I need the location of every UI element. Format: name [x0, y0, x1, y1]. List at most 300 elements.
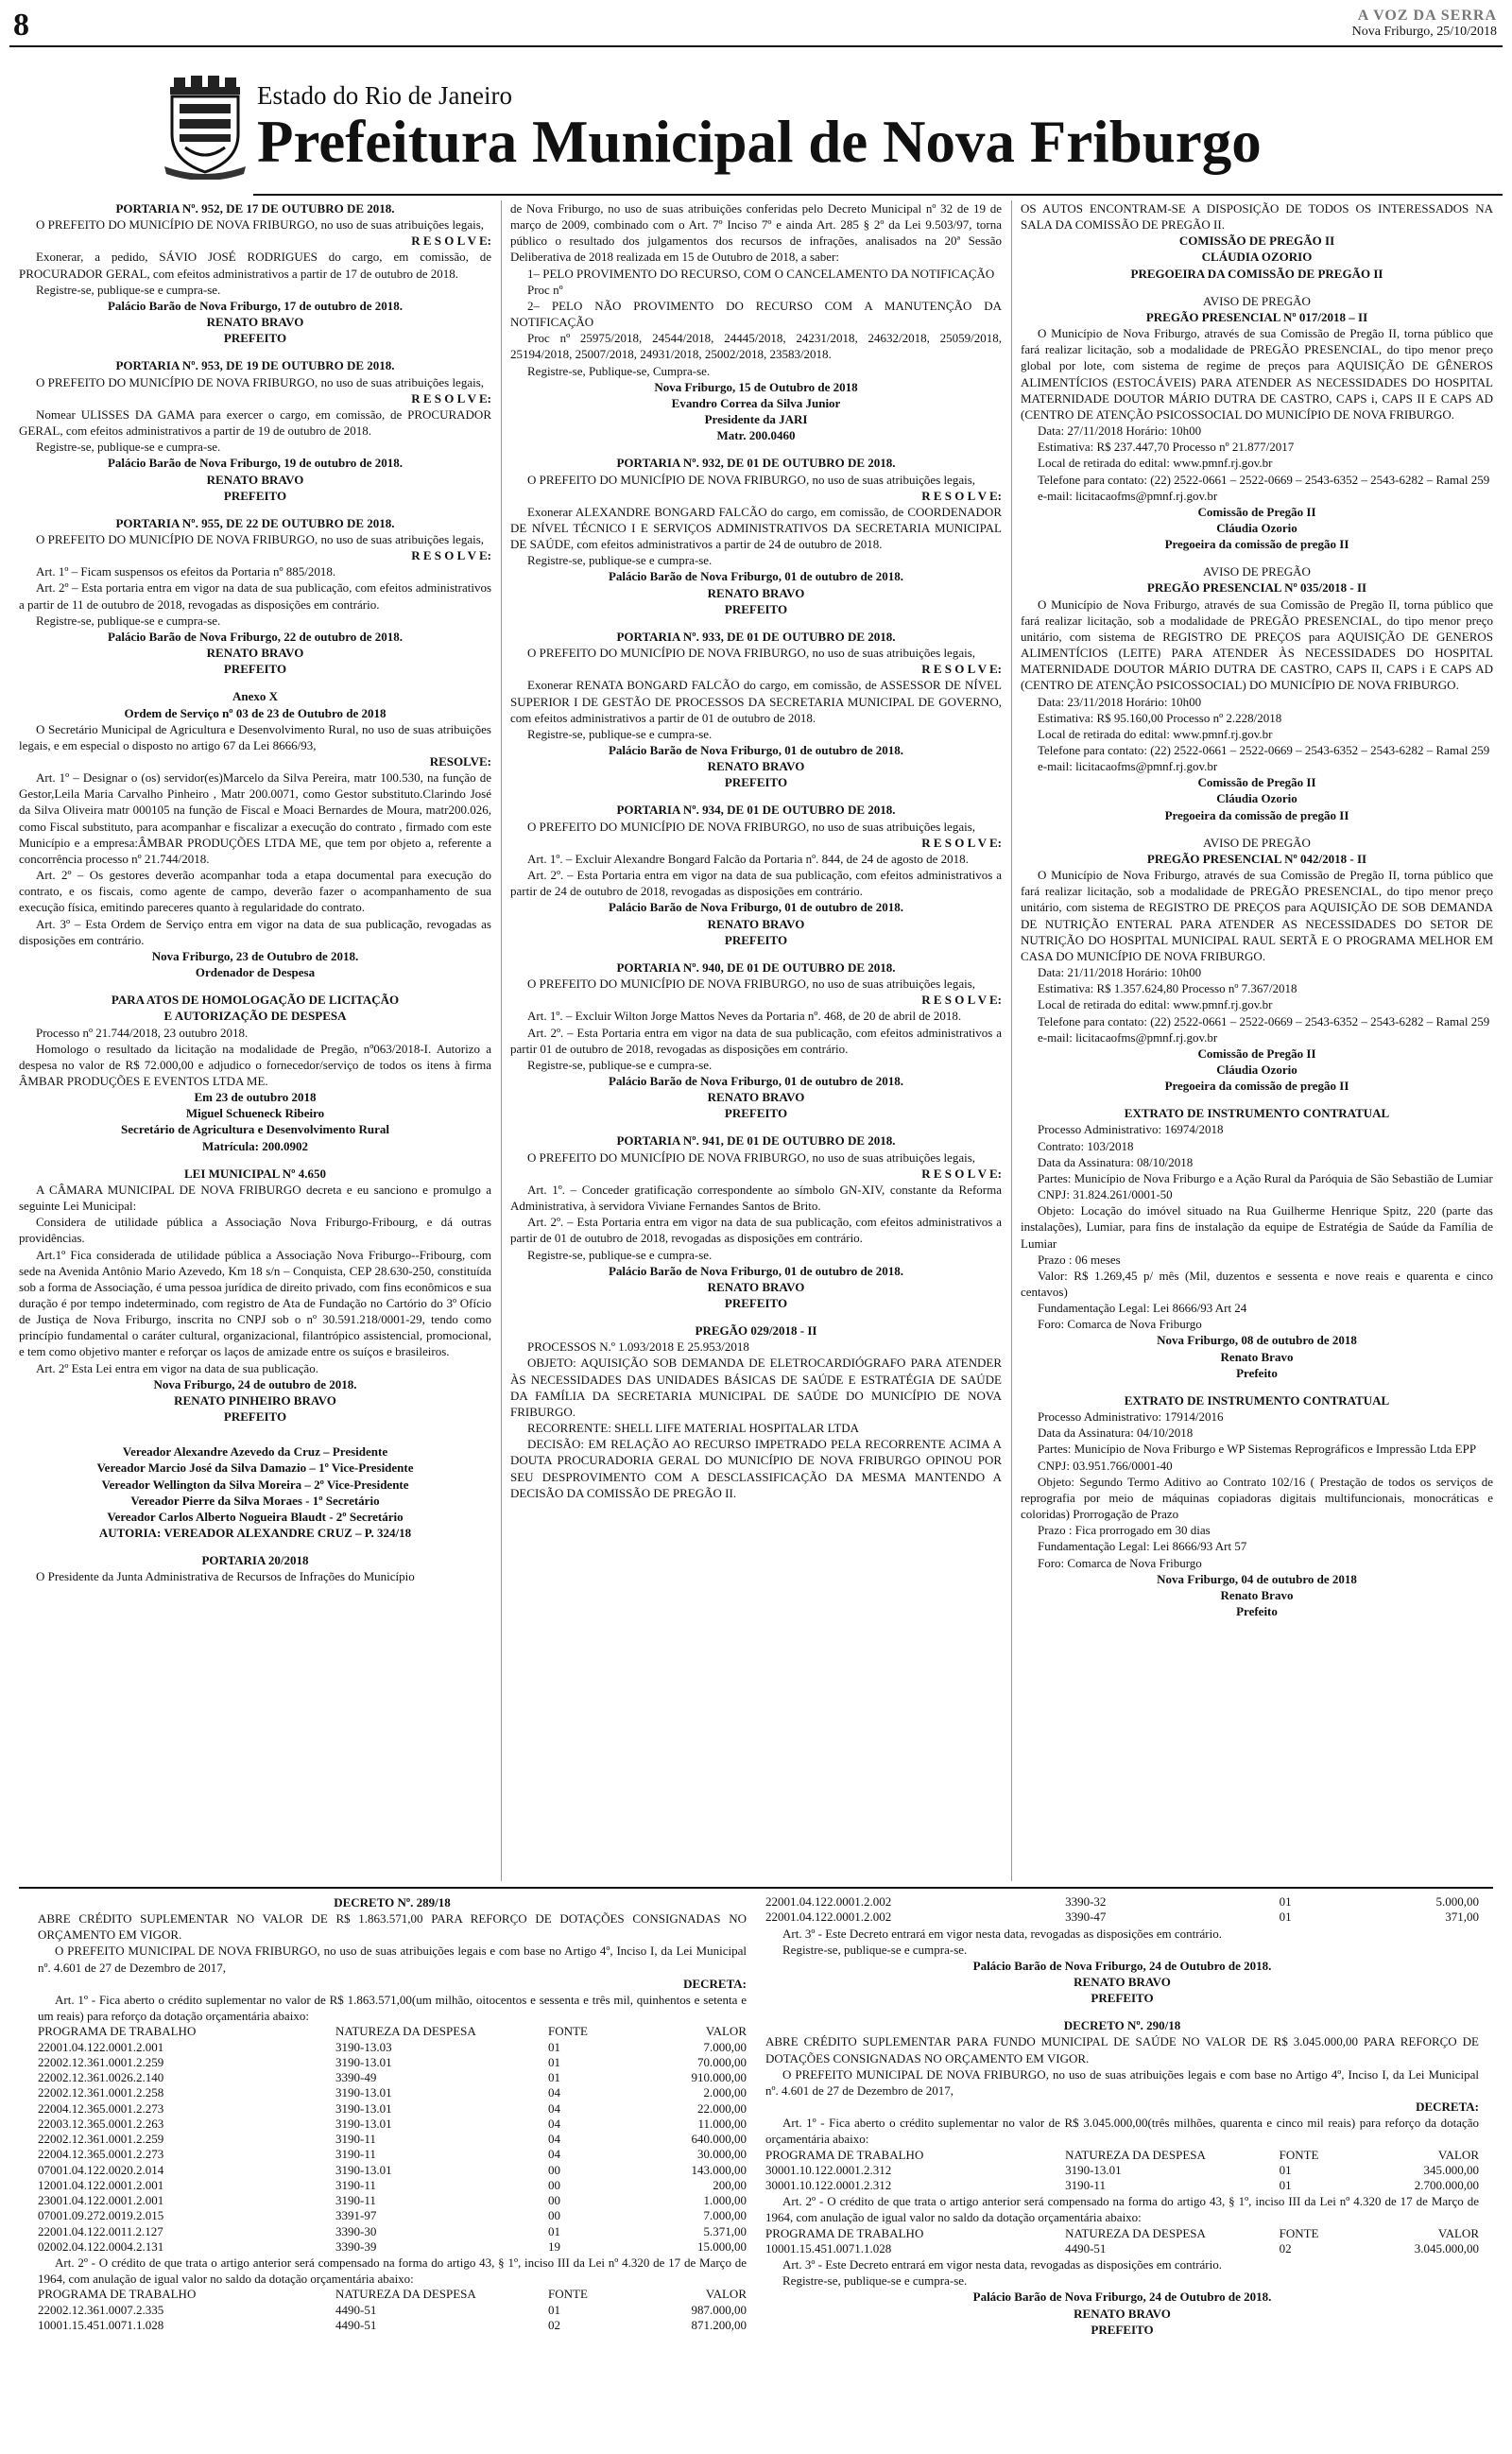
paragraph: Prazo : 06 meses [1038, 1252, 1121, 1267]
table-cell: 3.045.000,00 [1414, 2240, 1479, 2255]
table-cell: 02 [548, 2317, 560, 2332]
column-1 [19, 200, 491, 1585]
table-cell: 3390-32 [1065, 1894, 1107, 1909]
paragraph: Data: 27/11/2018 Horário: 10h00 [1038, 423, 1202, 439]
column-2 [510, 200, 1002, 1501]
heading-line: Nova Friburgo, 24 de outubro de 2018. [153, 1376, 357, 1391]
table-row [38, 2318, 747, 2333]
heading-line: Vereador Carlos Alberto Nogueira Blaudt - 2º Secretário [107, 1509, 404, 1524]
paragraph: O PREFEITO DO MUNICÍPIO DE NOVA FRIBURGO, no uso de suas atribuições legais, [527, 646, 976, 661]
spacer [510, 1121, 1002, 1132]
paragraph: Objeto: Segundo Termo Aditivo ao Contrato 102/16 ( Prestação de todos os serviços de reprografia por meio de máquinas copiadoras digitais multifuncionais, monocráticas e coloridas) Prorrogação de Prazo [1021, 1474, 1493, 1522]
budget-table [38, 2287, 747, 2333]
heading-line: PREGOEIRA DA COMISSÃO DE PREGÃO II [1130, 266, 1383, 281]
table-row [38, 2163, 747, 2178]
table-cell: 22002.12.361.0001.2.259 [38, 2054, 164, 2069]
paragraph: Telefone para contato: (22) 2522-0661 – 2522-0669 – 2543-6352 – 2543-6282 – Ramal 259 [1038, 1013, 1490, 1028]
table-cell: 3190-11 [335, 2147, 376, 2162]
heading-line: Prefeito [1236, 1365, 1278, 1380]
paragraph: Registre-se, publique-se e cumpra-se. [782, 2273, 968, 2289]
paragraph: Prazo : Fica prorrogado em 30 dias [1038, 1523, 1211, 1538]
paragraph: Valor: R$ 1.269,45 p/ mês (Mil, duzentos e sessenta e nove reais e quarenta e cinco centavos) [1021, 1268, 1493, 1299]
table-cell: 3390-49 [335, 2070, 377, 2084]
table-row [765, 2178, 1479, 2193]
table-row [38, 2117, 747, 2132]
paragraph: O Município de Nova Friburgo, através de sua Comissão de Pregão II, torna público que fará realizar licitação, sob a modalidade de PREGÃO PRESENCIAL, do tipo menor preço unitário, com sistema de REGISTRO DE PREÇOS para AQUISIÇÃO DE SOB DEMANDA DE NUTRIÇÃO ENTERAL PARA ATENDER AS NECESSIDADES DO SETOR DE NUTRIÇÃO DO HOSPITAL MUNICIPAL RAUL SERTÃ E O PROGRAMA MELHOR EM CASA DO MUNICÍPIO DE NOVA FRIBURGO. [1021, 868, 1493, 963]
dateline: Nova Friburgo, 25/10/2018 [1351, 25, 1497, 39]
table-cell: 3190-11 [335, 2177, 376, 2192]
spacer [510, 948, 1002, 959]
heading-line: COMISSÃO DE PREGÃO II [1178, 233, 1335, 249]
budget-table [765, 1894, 1479, 1926]
spacer [19, 677, 491, 688]
paragraph: Art.1º Fica considerada de utilidade pública a Associação Nova Friburgo--Fribourg, com sede na Avenida Antônio Mario Azevedo, Km 18 s/n – Conquista, CEP 28.630-250, constituída sob a forma de Associação, é uma pessoa jurídica de direito privado, com fins econômicos e sua duração é por tempo indeterminado, com registro de Ata de Fundação no Cartório do 3º Ofício de Justiça de Nova Friburgo, inscrita no CNPJ sob o nº 30.591.218/0001-29, tendo como princípio fundamental o caráter cultural, organizacional, filantrópico assistencial, promocional, e tem como objetivo manter e reforçar os laços de amizade entre os suíços e brasileiros. [19, 1247, 491, 1359]
heading-line: Palácio Barão de Nova Friburgo, 01 de outubro de 2018. [608, 900, 904, 915]
paragraph: Fundamentação Legal: Lei 8666/93 Art 57 [1038, 1539, 1247, 1554]
heading-line: RENATO BRAVO [707, 1090, 805, 1105]
table-cell: NATUREZA DA DESPESA [335, 2024, 476, 2039]
paragraph: Art. 2º Esta Lei entra em vigor na data de sua publicação. [36, 1360, 318, 1375]
heading-line: Comissão de Pregão II [1197, 1046, 1316, 1061]
table-cell: 371,00 [1445, 1910, 1479, 1925]
paragraph: Registre-se, publique-se e cumpra-se. [36, 613, 221, 628]
paragraph: Art. 1º - Fica aberto o crédito suplementar no valor de R$ 3.045.000,00(três milhões, quarenta e cinco mil reais) para reforço da dotação orçamentária abaixo: [765, 2116, 1479, 2147]
table-cell: 04 [548, 2116, 560, 2131]
heading-line: PREFEITO [223, 331, 287, 346]
paragraph: ABRE CRÉDITO SUPLEMENTAR NO VALOR DE R$ 1.863.571,00 PARA REFORÇO DE DOTAÇÕES CONSIGNADAS NO ORÇAMENTO EM VIGOR. [38, 1911, 747, 1943]
heading-line: Ordenador de Despesa [195, 965, 316, 980]
paragraph: Fundamentação Legal: Lei 8666/93 Art 24 [1038, 1301, 1247, 1316]
table-cell: 22002.12.361.0026.2.140 [38, 2070, 164, 2084]
state-name: Estado do Rio de Janeiro [257, 81, 512, 110]
table-row [38, 2132, 747, 2147]
resolve-line: DECRETA: [683, 1976, 747, 1991]
table-cell: 23001.04.122.0001.2.001 [38, 2193, 164, 2207]
heading-line: Anexo X [232, 689, 279, 704]
table-cell: 22002.12.361.0001.2.259 [38, 2132, 164, 2146]
heading-line: Palácio Barão de Nova Friburgo, 19 de outubro de 2018. [107, 456, 404, 471]
heading-line: Pregoeira da comissão de pregão II [1164, 807, 1349, 822]
table-cell: PROGRAMA DE TRABALHO [38, 2287, 197, 2302]
spacer [510, 443, 1002, 455]
heading-line: DECRETO Nº. 289/18 [334, 1895, 451, 1910]
table-cell: 15.000,00 [697, 2238, 747, 2254]
table-cell: 00 [548, 2177, 560, 2192]
table-row [765, 1910, 1479, 1925]
resolve-line: R E S O L V E: [921, 662, 1002, 677]
paragraph: O PREFEITO DO MUNICÍPIO DE NOVA FRIBURGO, no uso de suas atribuições legais, [527, 819, 976, 834]
heading-line: PREFEITO [223, 662, 287, 677]
heading-line: PORTARIA Nº. 955, DE 22 DE OUTUBRO DE 2018. [115, 515, 395, 530]
heading-line: PREFEITO [1091, 2322, 1154, 2337]
paragraph: O PREFEITO DO MUNICÍPIO DE NOVA FRIBURGO, no uso de suas atribuições legais, [36, 531, 485, 546]
heading-line: RENATO BRAVO [707, 916, 805, 931]
paragraph: Registre-se, publique-se e cumpra-se. [36, 440, 221, 455]
paragraph: Estimativa: R$ 95.160,00 Processo nº 2.228/2018 [1038, 710, 1282, 725]
spacer [510, 617, 1002, 629]
heading-line: RENATO BRAVO [707, 1279, 805, 1294]
table-cell: 4490-51 [335, 2317, 377, 2332]
table-row [38, 2055, 747, 2070]
table-row [38, 2287, 747, 2302]
table-cell: 345.000,00 [1423, 2162, 1479, 2177]
table-cell: 3190-13.01 [335, 2054, 392, 2069]
table-cell: 3390-47 [1065, 1910, 1107, 1925]
heading-line: LEI MUNICIPAL Nº 4.650 [184, 1166, 326, 1181]
heading-line: Cláudia Ozorio [1216, 791, 1297, 806]
heading-line: PREFEITO [724, 1106, 788, 1121]
table-cell: 11.000,00 [697, 2116, 747, 2131]
header-divider [253, 194, 1503, 196]
table-cell: 5.000,00 [1435, 1894, 1479, 1909]
paragraph: Art. 1º – Ficam suspensos os efeitos da Portaria nº 885/2018. [36, 564, 336, 579]
table-cell: VALOR [1437, 2147, 1479, 2162]
table-cell: 2.700.000,00 [1414, 2178, 1479, 2193]
paragraph: Exonerar ALEXANDRE BONGARD FALCÃO do cargo, em comissão, de COORDENADOR DE NÍVEL TÉCNICO I E SERVIÇOS ADMINISTRATIVOS DA SECRETARIA MUNICIPAL DE SAÚDE, com efeitos administrativos a partir de 24 de outubro de 2018. [510, 504, 1002, 552]
table-cell: 3190-13.01 [335, 2162, 392, 2177]
table-cell: 04 [548, 2085, 560, 2100]
table-cell: PROGRAMA DE TRABALHO [765, 2147, 924, 2162]
table-cell: 22002.12.361.0001.2.258 [38, 2085, 164, 2100]
paragraph: OS AUTOS ENCONTRAM-SE A DISPOSIÇÃO DE TODOS OS INTERESSADOS NA SALA DA COMISSÃO DE PREGÃO II. [1021, 201, 1493, 233]
paragraph: Processo Administrativo: 17914/2016 [1038, 1409, 1224, 1425]
table-cell: 5.371,00 [703, 2223, 747, 2238]
heading-line: RENATO BRAVO [206, 646, 304, 661]
table-cell: 30.000,00 [697, 2147, 747, 2162]
paragraph: Foro: Comarca de Nova Friburgo [1038, 1317, 1202, 1332]
paragraph: Contrato: 103/2018 [1038, 1138, 1134, 1153]
table-cell: 22001.04.122.0001.2.002 [765, 1910, 892, 1925]
paragraph: Art. 3º – Esta Ordem de Serviço entra em vigor na data de sua publicação, revogadas as disposições em contrário. [19, 916, 491, 947]
table-row [765, 1894, 1479, 1910]
paragraph: Art. 2º – Os gestores deverão acompanhar toda a etapa documental para execução do contrato, e os fiscais, como agente de campo, deverão fazer o acompanhamento de sua execução física, emitindo pareceres quanto à regularidade do contrato. [19, 868, 491, 915]
heading-line: Vereador Alexandre Azevedo da Cruz – Presidente [122, 1444, 388, 1460]
table-row [765, 2241, 1479, 2256]
spacer [1021, 1381, 1493, 1392]
heading-line: PARA ATOS DE HOMOLOGAÇÃO DE LICITAÇÃO [111, 993, 400, 1008]
paragraph: Foro: Comarca de Nova Friburgo [1038, 1555, 1202, 1570]
table-row [765, 2148, 1479, 2163]
heading-line: PORTARIA 20/2018 [201, 1553, 309, 1568]
table-cell: 12001.04.122.0001.2.001 [38, 2177, 164, 2192]
table-cell: 01 [548, 2070, 560, 2084]
paragraph: Nomear ULISSES DA GAMA para exercer o cargo, em comissão, de PROCURADOR GERAL, com efeitos administrativos a partir de 19 de outubro de 2018. [19, 406, 491, 439]
table-cell: FONTE [1279, 2225, 1319, 2240]
heading-line: RENATO BRAVO [1074, 1974, 1171, 1989]
table-cell: 10001.15.451.0071.1.028 [38, 2317, 164, 2332]
spacer [1021, 552, 1493, 563]
table-row [38, 2239, 747, 2255]
table-cell: 22001.04.122.0011.2.127 [38, 2223, 163, 2238]
paragraph: Partes: Município de Nova Friburgo e a Ação Rural da Paróquia de São Sebastião de Lumiar [1038, 1170, 1493, 1185]
heading-line: PREGÃO PRESENCIAL Nº 035/2018 - II [1146, 580, 1367, 596]
table-cell: 01 [1279, 1894, 1292, 1909]
table-cell: 3190-11 [1065, 2178, 1106, 2193]
heading-line: Miguel Schueneck Ribeiro [185, 1106, 325, 1121]
paragraph: OBJETO: AQUISIÇÃO SOB DEMANDA DE ELETROCARDIÓGRAFO PARA ATENDER ÀS NECESSIDADES DAS UNIDADES BÁSICAS DE SAÚDE E ESTRATÉGIA DE SAÚDE DA FAMÍLIA DA SECRETARIA MUNICIPAL DE SAÚDE DO MUNICÍPIO DE NOVA FRIBURGO. [510, 1356, 1002, 1419]
table-cell: 01 [548, 2302, 560, 2317]
table-cell: 22001.04.122.0001.2.002 [765, 1894, 892, 1909]
heading-line: Palácio Barão de Nova Friburgo, 01 de outubro de 2018. [608, 1073, 904, 1088]
resolve-line: DECRETA: [1416, 2100, 1479, 2115]
table-cell: 200,00 [713, 2177, 747, 2192]
paragraph: Partes: Município de Nova Friburgo e WP Sistemas Reprográficos e Impressão Ltda EPP [1038, 1442, 1477, 1457]
paragraph: Estimativa: R$ 237.447,70 Processo nº 21.877/2017 [1038, 440, 1295, 455]
heading-line: Palácio Barão de Nova Friburgo, 24 de Outubro de 2018. [972, 1958, 1272, 1973]
paragraph: Art. 1º. – Conceder gratificação correspondente ao símbolo GN-XIV, constante da Reforma Administrativa, à servidora Viviane Fernandes Santos de Brito. [510, 1182, 1002, 1214]
decree-289-column [38, 1894, 747, 2333]
table-row [38, 2303, 747, 2318]
heading-line: AVISO DE PREGÃO [1203, 835, 1311, 850]
spacer [19, 1425, 491, 1443]
paragraph: Registre-se, publique-se e cumpra-se. [527, 553, 713, 568]
table-cell: 22004.12.365.0001.2.273 [38, 2147, 164, 2162]
paragraph: Art. 1º – Designar o (os) servidor(es)Marcelo da Silva Pereira, matr 100.530, na função de Gestor,Leila Maria Carvalho Pinheiro , Matr 200.0071, como Gestor substituto.Clarindo José da Silva Oliveira matr 000105 na função de Fiscal e Moaci Bernardes de Moura, matr200.026, como Fiscal substituto, para acompanhar e fiscalizar a execução do contrato , firmado com este Município e a empresa:ÂMBAR PRODUÇÕES LTDA ME, que tem por objeto a, referente a concorrência processo nº 21.744/2018. [19, 770, 491, 866]
heading-line: Renato Bravo [1220, 1349, 1294, 1364]
table-row [38, 2101, 747, 2117]
heading-line: PREGÃO 029/2018 - II [695, 1323, 817, 1339]
decree-290-column [765, 1894, 1479, 2338]
heading-line: Vereador Pierre da Silva Moraes - 1º Secretário [130, 1493, 380, 1508]
spacer [19, 980, 491, 992]
column-3 [1021, 200, 1493, 1619]
paragraph: Local de retirada do edital: www.pmnf.rj.gov.br [1038, 726, 1273, 741]
heading-line: Nova Friburgo, 23 de Outubro de 2018. [151, 948, 359, 963]
table-cell: 30001.10.122.0001.2.312 [765, 2178, 892, 2193]
heading-line: Palácio Barão de Nova Friburgo, 01 de outubro de 2018. [608, 1263, 904, 1278]
table-cell: 70.000,00 [697, 2054, 747, 2069]
heading-line: PREFEITO [724, 1296, 788, 1310]
table-row [38, 2085, 747, 2100]
budget-table [765, 2148, 1479, 2194]
heading-line: Presidente da JARI [704, 412, 808, 427]
table-cell: PROGRAMA DE TRABALHO [765, 2225, 924, 2240]
heading-line: CLÁUDIA OZORIO [1201, 250, 1313, 265]
paragraph: O Município de Nova Friburgo, através de sua Comissão de Pregão II, torna público que fará realizar licitação, sob a modalidade de PREGÃO PRESENCIAL, do tipo menor preço global por lote, com sistema de regime de preços para AQUISIÇÃO DE GÊNEROS ALIMENTÍCIOS (ESTOCÁVEIS) PARA ATENDER AS NECESSIDADES DO HOSPITAL MATERNIDADE DOUTOR MÁRIO DUTRA DE CASTRO, CAPS i, CAPS II E CAPS AD (CENTRO DE ATENÇÃO PSICOSSOCIAL DO MUNICÍPIO DE NOVA FRIBURGO. [1021, 326, 1493, 422]
paragraph: de Nova Friburgo, no uso de suas atribuições conferidas pelo Decreto Municipal nº 32 de 19 de março de 2009, combinado com o Art. 7º Inciso 7º e ainda Art. 285 § 2º da Lei 9.503/97, torna público o resultado dos julgamentos dos recursos de infrações, analisados na 20ª Sessão Deliberativa de 2018 realizada em 15 de Outubro de 2018, a saber: [510, 201, 1002, 265]
paragraph: CNPJ: 31.824.261/0001-50 [1038, 1187, 1173, 1202]
table-row [38, 2147, 747, 2162]
spacer [510, 1311, 1002, 1322]
paragraph: Exonerar, a pedido, SÁVIO JOSÉ RODRIGUES do cargo, em comissão, de PROCURADOR GERAL, com efeitos administrativos a partir de 17 de outubro de 2018. [19, 250, 491, 281]
heading-line: PREFEITO [724, 932, 788, 947]
heading-line: PORTARIA Nº. 941, DE 01 DE OUTUBRO DE 2018. [616, 1133, 896, 1149]
paragraph: Art. 1º. – Excluir Wilton Jorge Mattos Neves da Portaria nº. 468, de 20 de abril de 2018. [527, 1009, 962, 1024]
spacer [510, 790, 1002, 802]
coat-of-arms-icon [161, 76, 250, 180]
spacer [1021, 282, 1493, 293]
paragraph: Processo Administrativo: 16974/2018 [1038, 1122, 1224, 1137]
table-cell: 30001.10.122.0001.2.312 [765, 2162, 892, 2177]
paragraph: Registre-se, publique-se e cumpra-se. [527, 726, 713, 741]
paragraph: Art. 1º - Fica aberto o crédito suplementar no valor de R$ 1.863.571,00(um milhão, oitocentos e sessenta e três mil, quinhentos e setenta e um reais) para reforço da dotação orçamentária abaixo: [38, 1992, 747, 2024]
paragraph: CNPJ: 03.951.766/0001-40 [1038, 1458, 1173, 1473]
heading-line: Vereador Wellington da Silva Moreira – 2º Vice-Presidente [101, 1477, 409, 1492]
table-row [38, 2224, 747, 2239]
heading-line: Secretário de Agricultura e Desenvolvimento Rural [121, 1122, 389, 1137]
table-cell: 7.000,00 [703, 2039, 747, 2054]
paragraph: e-mail: licitacaofms@pmnf.rj.gov.br [1038, 488, 1218, 503]
table-cell: 01 [548, 2054, 560, 2069]
table-cell: 987.000,00 [691, 2302, 747, 2317]
paragraph: Data: 23/11/2018 Horário: 10h00 [1038, 694, 1202, 709]
paragraph: Art. 2º. – Esta Portaria entra em vigor na data de sua publicação, com efeitos administrativos a partir de 01 de outubro de 2018, revogadas as disposições em contrário. [510, 1215, 1002, 1246]
paragraph: Homologo o resultado da licitação na modalidade de Pregão, nº063/2018-I. Autorizo a despesa no valor de R$ 72.000,00 e adjudico o fornecedor/serviço de todos os itens à firma ÂMBAR PRODUÇÕES E EVENTOS LTDA ME. [19, 1041, 491, 1088]
paragraph: Proc nº [527, 282, 563, 297]
heading-line: Pregoeira da comissão de pregão II [1164, 1079, 1349, 1094]
heading-line: AUTORIA: VEREADOR ALEXANDRE CRUZ – P. 324/18 [98, 1526, 412, 1541]
table-cell: NATUREZA DA DESPESA [1065, 2225, 1206, 2240]
heading-line: RENATO BRAVO [206, 315, 304, 330]
paragraph: PROCESSOS N.º 1.093/2018 E 25.953/2018 [527, 1339, 749, 1355]
paragraph: O Presidente da Junta Administrativa de Recursos de Infrações do Município [36, 1569, 415, 1584]
resolve-line: R E S O L V E: [921, 488, 1002, 503]
heading-line: Comissão de Pregão II [1197, 775, 1316, 790]
paragraph: Art. 3º - Este Decreto entrará em vigor nesta data, revogadas as disposições em contrário. [782, 1926, 1222, 1941]
heading-line: Palácio Barão de Nova Friburgo, 24 de Outubro de 2018. [972, 2290, 1272, 2305]
resolve-line: R E S O L V E: [411, 233, 491, 249]
paragraph: Objeto: Locação do imóvel situado na Rua Guilherme Henrique Spitz, 220 (parte das instalações), Lumiar, para fins de instalação da equipe de Estratégia de Saúde da Família de Lumiar [1021, 1203, 1493, 1251]
table-cell: 4490-51 [335, 2302, 377, 2317]
paragraph: 2– PELO NÃO PROVIMENTO DO RECURSO COM A MANUTENÇÃO DA NOTIFICAÇÃO [510, 298, 1002, 330]
heading-line: Renato Bravo [1220, 1587, 1294, 1602]
heading-line: Nova Friburgo, 15 de Outubro de 2018 [654, 379, 858, 394]
paragraph: O PREFEITO DO MUNICÍPIO DE NOVA FRIBURGO, no uso de suas atribuições legais, [527, 976, 976, 992]
heading-line: PORTARIA Nº. 953, DE 19 DE OUTUBRO DE 2018. [115, 358, 395, 373]
table-cell: 4490-51 [1065, 2240, 1107, 2255]
paragraph: Registre-se, Publique-se, Cumpra-se. [527, 363, 711, 378]
table-cell: 00 [548, 2193, 560, 2207]
paragraph: O PREFEITO MUNICIPAL DE NOVA FRIBURGO, no uso de suas atribuições legais e com base no Artigo 4º, Inciso I, da Lei Municipal nº. 4.601 de 27 de Dezembro de 2017, [765, 2066, 1479, 2098]
paragraph: Data da Assinatura: 04/10/2018 [1038, 1426, 1194, 1441]
table-cell: 22003.12.365.0001.2.263 [38, 2116, 164, 2131]
table-cell: NATUREZA DA DESPESA [1065, 2147, 1206, 2162]
heading-line: PREFEITO [223, 1409, 287, 1425]
heading-line: PORTARIA Nº. 933, DE 01 DE OUTUBRO DE 2018. [616, 629, 896, 644]
heading-line: PORTARIA Nº. 934, DE 01 DE OUTUBRO DE 2018. [616, 803, 896, 818]
section-divider [19, 1887, 1493, 1889]
page-number: 8 [13, 8, 29, 43]
table-cell: 3190-13.01 [335, 2100, 392, 2116]
table-cell: 19 [548, 2238, 560, 2254]
table-cell: 640.000,00 [691, 2132, 747, 2146]
paragraph: Telefone para contato: (22) 2522-0661 – 2522-0669 – 2543-6352 – 2543-6282 – Ramal 259 [1038, 743, 1490, 757]
masthead [1352, 8, 1497, 40]
spacer [19, 346, 491, 357]
heading-line: PREFEITO [724, 775, 788, 790]
table-cell: 2.000,00 [703, 2085, 747, 2100]
spacer [1021, 1094, 1493, 1105]
table-row [38, 2024, 747, 2039]
heading-line: RENATO BRAVO [1074, 2306, 1171, 2321]
table-cell: 143.000,00 [691, 2162, 747, 2177]
table-cell: 3190-13.01 [335, 2116, 392, 2131]
paragraph: Data: 21/11/2018 Horário: 10h00 [1038, 965, 1202, 980]
paragraph: Registre-se, publique-se e cumpra-se. [527, 1057, 713, 1072]
table-cell: 22002.12.361.0007.2.335 [38, 2302, 164, 2317]
resolve-line: R E S O L V E: [411, 548, 491, 563]
spacer [19, 504, 491, 515]
table-cell: 02 [1279, 2240, 1292, 2255]
paragraph: Estimativa: R$ 1.357.624,80 Processo nº 7.367/2018 [1038, 981, 1297, 996]
table-cell: VALOR [705, 2287, 747, 2302]
paragraph: O Secretário Municipal de Agricultura e Desenvolvimento Rural, no uso de suas atribuições legais, e em especial o disposto no artigo 67 da Lei 8666/93, [19, 721, 491, 752]
table-cell: 3391-97 [335, 2208, 377, 2223]
heading-line: EXTRATO DE INSTRUMENTO CONTRATUAL [1124, 1106, 1390, 1121]
heading-line: RENATO BRAVO [206, 472, 304, 487]
spacer [765, 2006, 1479, 2017]
table-cell: 00 [548, 2208, 560, 2223]
paragraph: Art. 1º. – Excluir Alexandre Bongard Falcão da Portaria nº. 844, de 24 de agosto de 2018. [527, 851, 969, 866]
table-row [765, 2226, 1479, 2241]
heading-line: Nova Friburgo, 08 de outubro de 2018 [1157, 1333, 1357, 1348]
newspaper-name: A VOZ DA SERRA [1357, 8, 1497, 24]
resolve-line: R E S O L V E: [921, 1166, 1002, 1181]
budget-table [765, 2226, 1479, 2257]
table-cell: 01 [548, 2223, 560, 2238]
table-cell: 3190-11 [335, 2193, 376, 2207]
paragraph: RECORRENTE: SHELL LIFE MATERIAL HOSPITALAR LTDA [527, 1421, 860, 1436]
heading-line: Palácio Barão de Nova Friburgo, 01 de outubro de 2018. [608, 743, 904, 757]
table-cell: 10001.15.451.0071.1.028 [765, 2240, 892, 2255]
paragraph: Art. 2º – Esta portaria entra em vigor na data de sua publicação, com efeitos administrativos a partir de 11 de outubro de 2018, revogadas as disposições em contrário. [19, 580, 491, 612]
heading-line: Ordem de Serviço nº 03 de 23 de Outubro de 2018 [124, 705, 387, 720]
heading-line: RENATO PINHEIRO BRAVO [174, 1392, 336, 1408]
heading-line: AVISO DE PREGÃO [1203, 293, 1311, 308]
paragraph: Art. 2º - O crédito de que trata o artigo anterior será compensado na forma do artigo 43, § 1º, inciso III da Lei nº 4.320 de 17 de Março de 1964, com anulação de igual valor no saldo da dotação orçamentária abaixo: [38, 2255, 747, 2287]
heading-line: Palácio Barão de Nova Friburgo, 17 de outubro de 2018. [107, 298, 404, 313]
paragraph: Local de retirada do edital: www.pmnf.rj.gov.br [1038, 997, 1273, 1012]
heading-line: PREFEITO [724, 601, 788, 616]
paragraph: O PREFEITO DO MUNICÍPIO DE NOVA FRIBURGO, no uso de suas atribuições legais, [527, 1149, 976, 1165]
table-cell: FONTE [548, 2287, 588, 2302]
prefeitura-title: Prefeitura Municipal de Nova Friburgo [257, 109, 1262, 175]
heading-line: RENATO BRAVO [707, 759, 805, 774]
paragraph: Considera de utilidade pública a Associação Nova Friburgo-Fribourg, e dá outras providências. [19, 1215, 491, 1246]
table-row [38, 2208, 747, 2223]
table-cell: 01 [1279, 2178, 1292, 2193]
paragraph: O PREFEITO MUNICIPAL DE NOVA FRIBURGO, no uso de suas atribuições legais e com base no Artigo 4º, Inciso I, da Lei Municipal nº. 4.601 de 27 de Dezembro de 2017, [38, 1944, 747, 1975]
heading-line: RENATO BRAVO [707, 585, 805, 600]
table-cell: 7.000,00 [703, 2208, 747, 2223]
heading-line: Matr. 200.0460 [716, 428, 796, 443]
paragraph: O Município de Nova Friburgo, através de sua Comissão de Pregão II, torna público que fará realizar licitação, sob a modalidade de PREGÃO PRESENCIAL, do tipo menor preço unitário, com sistema de REGISTRO DE PREÇOS para AQUISIÇÃO DE GENEROS ALIMENTÍCIOS (LEITE) PARA ATENDER ÀS NECESSIDADES DO HOSPITAL MATERNIDADE DOUTOR MÁRIO DUTRA DE CASTRO, CAPS II, CAPS i E CAPS AD (CENTRO DE ATENÇÃO PSICOSSOCIAL) DO MUNICÍPIO DE NOVA FRIBURGO. [1021, 596, 1493, 693]
table-cell: 3190-13.03 [335, 2039, 392, 2054]
table-cell: 22001.04.122.0001.2.001 [38, 2039, 164, 2054]
budget-table [38, 2024, 747, 2255]
paragraph: A CÂMARA MUNICIPAL DE NOVA FRIBURGO decreta e eu sanciono e promulgo a seguinte Lei Municipal: [19, 1182, 491, 1214]
table-cell: 871.200,00 [691, 2317, 747, 2332]
table-cell: 01 [548, 2039, 560, 2054]
heading-line: Vereador Marcio José da Silva Damazio – 1º Vice-Presidente [96, 1460, 414, 1476]
table-cell: VALOR [705, 2024, 747, 2039]
paragraph: Processo nº 21.744/2018, 23 outubro 2018. [36, 1025, 249, 1040]
table-cell: 22004.12.365.0001.2.273 [38, 2100, 164, 2116]
table-cell: 07001.04.122.0020.2.014 [38, 2162, 164, 2177]
column-divider [501, 200, 502, 1881]
table-cell: FONTE [548, 2024, 588, 2039]
table-row [38, 2178, 747, 2193]
table-cell: 07001.09.272.0019.2.015 [38, 2208, 164, 2223]
heading-line: Em 23 de outubro 2018 [194, 1090, 317, 1105]
paragraph: DECISÃO: EM RELAÇÃO AO RECURSO IMPETRADO PELA RECORRENTE ACIMA A DOUTA PROCURADORIA GERAL DO MUNICÍPIO DE NOVA FRIBURGO OPINOU POR SEU DESPROVIMENTO COM A DESCLASSIFICAÇÃO DA MESMA MANTENDO A DECISÃO DA COMISSÃO DE PREGÃO II. [510, 1437, 1002, 1500]
table-cell: 02002.04.122.0004.2.131 [38, 2238, 164, 2254]
heading-line: Palácio Barão de Nova Friburgo, 01 de outubro de 2018. [608, 569, 904, 584]
paragraph: 1– PELO PROVIMENTO DO RECURSO, COM O CANCELAMENTO DA NOTIFICAÇÃO [527, 266, 995, 281]
table-row [765, 2163, 1479, 2178]
table-cell: 3390-39 [335, 2238, 377, 2254]
paragraph: Telefone para contato: (22) 2522-0661 – 2522-0669 – 2543-6352 – 2543-6282 – Ramal 259 [1038, 472, 1490, 487]
